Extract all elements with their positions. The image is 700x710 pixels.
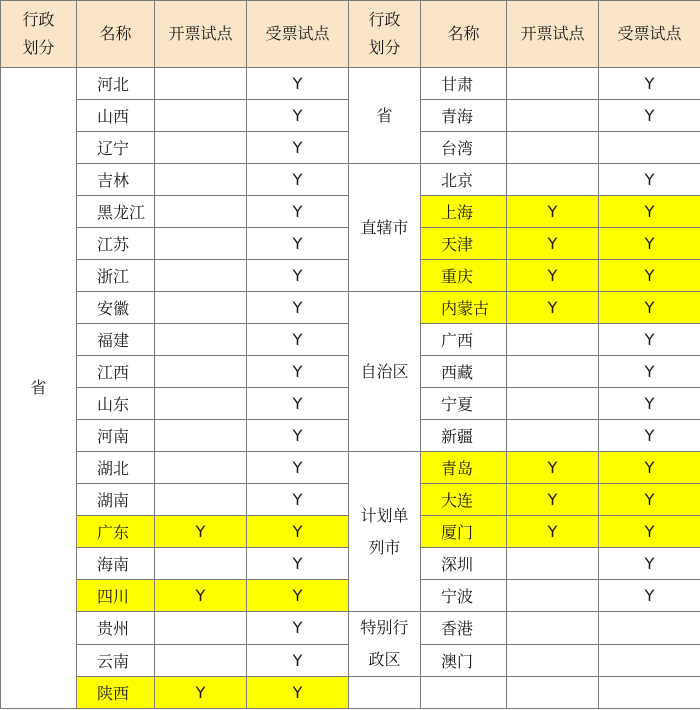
region-name: 大连 — [421, 484, 507, 516]
division-cell: 省 — [1, 68, 77, 709]
region-name: 海南 — [77, 548, 155, 580]
region-name: 山西 — [77, 100, 155, 132]
region-name: 宁波 — [421, 580, 507, 612]
receive-pilot-value: Y — [247, 484, 349, 516]
receive-pilot-value: Y — [599, 484, 700, 516]
region-name: 福建 — [77, 324, 155, 356]
receive-pilot-value: Y — [247, 132, 349, 164]
invoice-pilot-value — [155, 132, 247, 164]
region-name: 江苏 — [77, 228, 155, 260]
header-invoice-right: 开票试点 — [507, 1, 599, 68]
invoice-pilot-value — [507, 100, 599, 132]
invoice-pilot-value: Y — [507, 452, 599, 484]
invoice-pilot-value: Y — [507, 484, 599, 516]
region-name: 山东 — [77, 388, 155, 420]
invoice-pilot-value — [155, 548, 247, 580]
invoice-pilot-value — [507, 356, 599, 388]
invoice-pilot-value: Y — [155, 516, 247, 548]
invoice-pilot-value — [507, 612, 599, 645]
receive-pilot-value: Y — [599, 516, 700, 548]
table-row — [1, 452, 700, 484]
region-name: 江西 — [77, 356, 155, 388]
receive-pilot-value: Y — [247, 292, 349, 324]
receive-pilot-value: Y — [599, 68, 700, 100]
region-name: 内蒙古 — [421, 292, 507, 324]
receive-pilot-value: Y — [599, 292, 700, 324]
invoice-pilot-value — [155, 452, 247, 484]
invoice-pilot-value — [507, 548, 599, 580]
receive-pilot-value: Y — [599, 548, 700, 580]
region-name: 广东 — [77, 516, 155, 548]
header-receive-left: 受票试点 — [247, 1, 349, 68]
receive-pilot-value — [599, 677, 700, 709]
region-name: 黑龙江 — [77, 196, 155, 228]
invoice-pilot-value: Y — [507, 228, 599, 260]
invoice-pilot-value — [507, 388, 599, 420]
receive-pilot-value: Y — [599, 452, 700, 484]
table-row — [1, 677, 700, 709]
invoice-pilot-value — [155, 388, 247, 420]
region-name: 吉林 — [77, 164, 155, 196]
header-division-left: 行政 划分 — [1, 1, 77, 68]
region-name: 青海 — [421, 100, 507, 132]
region-name: 陕西 — [77, 677, 155, 709]
division-cell: 直辖市 — [349, 164, 421, 292]
invoice-pilot-value — [507, 677, 599, 709]
invoice-pilot-value — [155, 420, 247, 452]
region-name: 青岛 — [421, 452, 507, 484]
invoice-pilot-value — [155, 292, 247, 324]
invoice-pilot-value — [155, 164, 247, 196]
invoice-pilot-value: Y — [155, 677, 247, 709]
table-row — [1, 612, 700, 645]
region-name — [421, 677, 507, 709]
invoice-pilot-value — [507, 68, 599, 100]
division-cell: 计划单 列市 — [349, 452, 421, 612]
invoice-pilot-value: Y — [507, 516, 599, 548]
receive-pilot-value: Y — [247, 612, 349, 645]
receive-pilot-value: Y — [247, 516, 349, 548]
receive-pilot-value: Y — [599, 164, 700, 196]
receive-pilot-value: Y — [247, 164, 349, 196]
invoice-pilot-value — [155, 484, 247, 516]
invoice-pilot-value — [155, 100, 247, 132]
receive-pilot-value: Y — [599, 324, 700, 356]
region-name: 湖南 — [77, 484, 155, 516]
region-name: 上海 — [421, 196, 507, 228]
invoice-pilot-value — [507, 580, 599, 612]
receive-pilot-value: Y — [247, 196, 349, 228]
region-name: 甘肃 — [421, 68, 507, 100]
receive-pilot-value: Y — [247, 388, 349, 420]
invoice-pilot-value: Y — [155, 580, 247, 612]
region-name: 安徽 — [77, 292, 155, 324]
invoice-pilot-value — [155, 644, 247, 677]
receive-pilot-value — [599, 644, 700, 677]
receive-pilot-value: Y — [599, 260, 700, 292]
invoice-pilot-value — [507, 420, 599, 452]
receive-pilot-value: Y — [247, 548, 349, 580]
region-name: 四川 — [77, 580, 155, 612]
header-row — [1, 1, 700, 68]
region-name: 新疆 — [421, 420, 507, 452]
receive-pilot-value: Y — [599, 420, 700, 452]
receive-pilot-value: Y — [247, 100, 349, 132]
division-cell: 自治区 — [349, 292, 421, 452]
region-name: 辽宁 — [77, 132, 155, 164]
invoice-pilot-value — [507, 324, 599, 356]
receive-pilot-value: Y — [247, 677, 349, 709]
invoice-pilot-value — [507, 132, 599, 164]
region-name: 河北 — [77, 68, 155, 100]
receive-pilot-value: Y — [247, 228, 349, 260]
region-name: 香港 — [421, 612, 507, 645]
region-name: 北京 — [421, 164, 507, 196]
region-name: 台湾 — [421, 132, 507, 164]
region-name: 深圳 — [421, 548, 507, 580]
region-name: 贵州 — [77, 612, 155, 645]
region-name: 云南 — [77, 644, 155, 677]
receive-pilot-value: Y — [599, 196, 700, 228]
receive-pilot-value: Y — [247, 644, 349, 677]
region-name: 重庆 — [421, 260, 507, 292]
header-name-left: 名称 — [77, 1, 155, 68]
receive-pilot-value: Y — [599, 228, 700, 260]
receive-pilot-value: Y — [599, 580, 700, 612]
region-name: 西藏 — [421, 356, 507, 388]
division-cell: 省 — [349, 68, 421, 164]
receive-pilot-value: Y — [247, 68, 349, 100]
invoice-pilot-value — [507, 644, 599, 677]
receive-pilot-value: Y — [247, 356, 349, 388]
region-name: 广西 — [421, 324, 507, 356]
region-name: 宁夏 — [421, 388, 507, 420]
invoice-pilot-value — [155, 68, 247, 100]
header-name-right: 名称 — [421, 1, 507, 68]
invoice-pilot-value — [507, 164, 599, 196]
division-cell — [349, 677, 421, 709]
receive-pilot-value: Y — [247, 260, 349, 292]
receive-pilot-value: Y — [599, 100, 700, 132]
region-name: 厦门 — [421, 516, 507, 548]
header-division-right: 行政 划分 — [349, 1, 421, 68]
invoice-pilot-value: Y — [507, 260, 599, 292]
invoice-pilot-value: Y — [507, 292, 599, 324]
receive-pilot-value: Y — [247, 324, 349, 356]
receive-pilot-value — [599, 612, 700, 645]
receive-pilot-value: Y — [599, 356, 700, 388]
table-row — [1, 68, 700, 100]
region-name: 湖北 — [77, 452, 155, 484]
receive-pilot-value: Y — [247, 420, 349, 452]
region-name: 天津 — [421, 228, 507, 260]
receive-pilot-value: Y — [247, 580, 349, 612]
invoice-pilot-value — [155, 356, 247, 388]
table-row — [1, 164, 700, 196]
region-name: 浙江 — [77, 260, 155, 292]
receive-pilot-value — [599, 132, 700, 164]
header-invoice-left: 开票试点 — [155, 1, 247, 68]
receive-pilot-value: Y — [247, 452, 349, 484]
division-cell: 特别行 政区 — [349, 612, 421, 677]
table-row — [1, 292, 700, 324]
region-name: 澳门 — [421, 644, 507, 677]
invoice-pilot-value — [155, 196, 247, 228]
header-receive-right: 受票试点 — [599, 1, 700, 68]
region-name: 河南 — [77, 420, 155, 452]
invoice-pilot-value: Y — [507, 196, 599, 228]
receive-pilot-value: Y — [599, 388, 700, 420]
invoice-pilot-value — [155, 228, 247, 260]
invoice-pilot-value — [155, 324, 247, 356]
invoice-pilot-value — [155, 260, 247, 292]
invoice-pilot-value — [155, 612, 247, 645]
